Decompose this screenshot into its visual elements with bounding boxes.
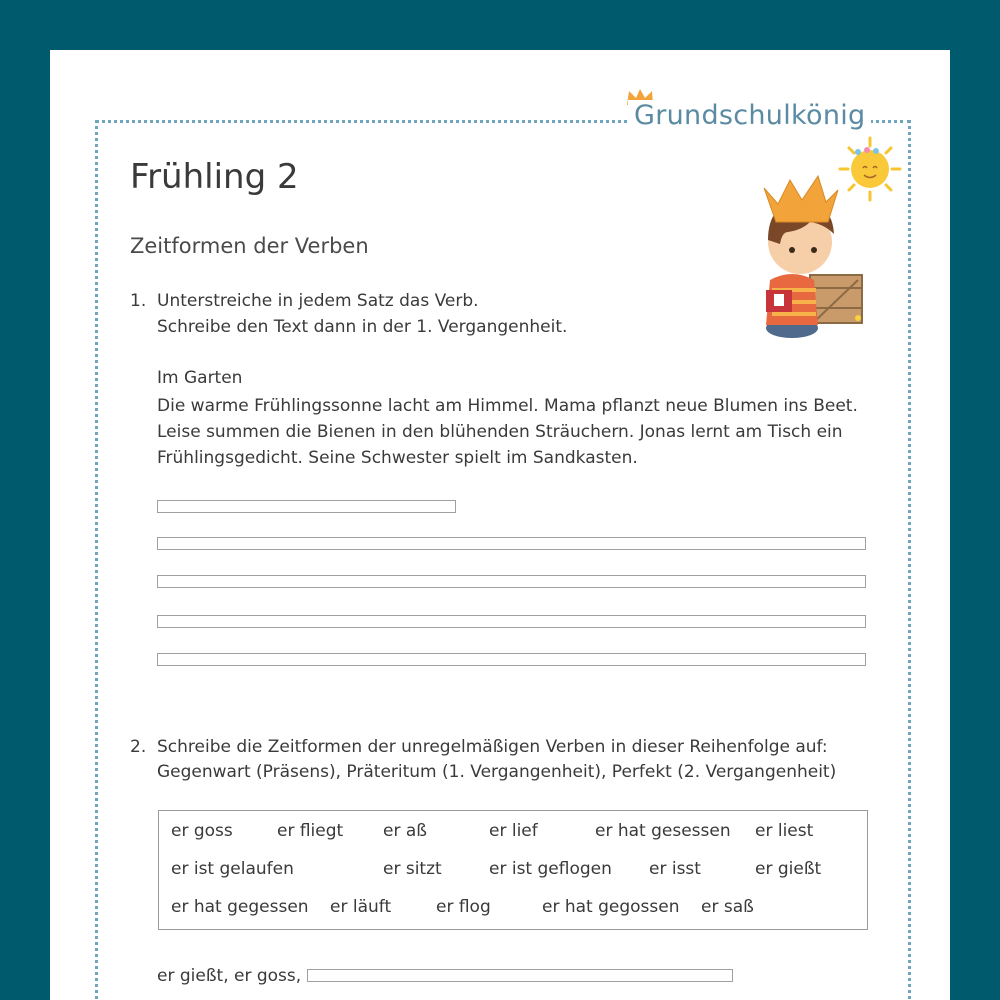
verb-item: er läuft xyxy=(330,897,392,917)
verb-item: er hat gesessen xyxy=(595,821,731,841)
verb-box xyxy=(158,810,868,930)
task-2-instruction-line-1: Schreibe die Zeitformen der unregelmäßigen Verben in dieser Reihenfolge auf: xyxy=(157,737,828,757)
verb-item: er goss xyxy=(171,821,233,841)
verb-item: er ist geflogen xyxy=(489,859,612,879)
sun-icon xyxy=(840,138,900,200)
writing-line[interactable] xyxy=(157,653,866,666)
verb-item: er sitzt xyxy=(383,859,442,879)
verb-item: er hat gegossen xyxy=(542,897,680,917)
verb-item: er liest xyxy=(755,821,814,841)
example-prefix: er gießt, er goss, xyxy=(157,966,302,986)
text-title: Im Garten xyxy=(157,368,243,388)
verb-item: er hat gegessen xyxy=(171,897,309,917)
task-1-instruction-line-1: Unterstreiche in jedem Satz das Verb. xyxy=(157,291,479,311)
writing-line[interactable] xyxy=(157,615,866,628)
verb-item: er fliegt xyxy=(277,821,344,841)
text-line: Die warme Frühlingssonne lacht am Himmel. Mama pflanzt neue Blumen ins Beet. xyxy=(157,396,858,416)
page-title: Frühling 2 xyxy=(130,157,299,197)
task-1-instruction-line-2: Schreibe den Text dann in der 1. Vergangenheit. xyxy=(157,317,568,337)
task-1-number: 1. xyxy=(130,291,147,311)
boy-with-crown-illustration xyxy=(730,130,910,350)
verb-item: er isst xyxy=(649,859,701,879)
verb-item: er gießt xyxy=(755,859,822,879)
verb-item: er flog xyxy=(436,897,491,917)
verb-item: er lief xyxy=(489,821,538,841)
subtitle: Zeitformen der Verben xyxy=(130,234,369,258)
verb-item: er aß xyxy=(383,821,427,841)
task-2-instruction-line-2: Gegenwart (Präsens), Präteritum (1. Vergangenheit), Perfekt (2. Vergangenheit) xyxy=(157,762,837,782)
verb-item: er saß xyxy=(701,897,754,917)
writing-line[interactable] xyxy=(157,537,866,550)
writing-line[interactable] xyxy=(157,575,866,588)
text-line: Frühlingsgedicht. Seine Schwester spielt im Sandkasten. xyxy=(157,448,638,468)
writing-line[interactable] xyxy=(307,969,733,982)
writing-line[interactable] xyxy=(157,500,456,513)
text-line: Leise summen die Bienen in den blühenden Sträuchern. Jonas lernt am Tisch ein xyxy=(157,422,843,442)
brand-logo: Grundschulkönig xyxy=(628,100,871,140)
worksheet xyxy=(50,50,950,1000)
verb-item: er ist gelaufen xyxy=(171,859,294,879)
task-2-number: 2. xyxy=(130,737,147,757)
